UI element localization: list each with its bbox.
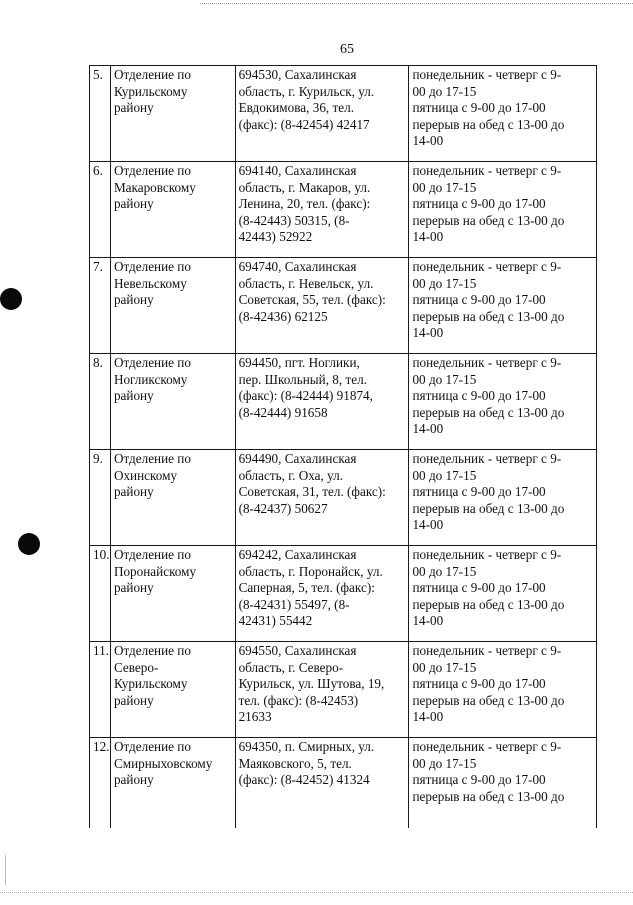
office-table-wrapper <box>89 65 597 828</box>
table-row <box>90 546 597 642</box>
department-address: 694490, Сахалинская область, г. Оха, ул. Советская, 31, тел. (факс): (8-42437) 50627 <box>235 450 409 546</box>
department-name: Отделение по Северо- Курильскому району <box>110 642 235 738</box>
department-address: 694140, Сахалинская область, г. Макаров, ул. Ленина, 20, тел. (факс): (8-42443) 50315, (8- 42443) 52922 <box>235 162 409 258</box>
scan-edge-mark <box>5 855 6 885</box>
row-number: 8. <box>90 354 111 450</box>
row-number: 7. <box>90 258 111 354</box>
working-hours: понедельник - четверг с 9- 00 до 17-15 пятница с 9-00 до 17-00 перерыв на обед с 13-00 до 14-00 <box>409 258 597 354</box>
table-row <box>90 354 597 450</box>
row-number: 6. <box>90 162 111 258</box>
department-address: 694450, пгт. Ноглики, пер. Школьный, 8, тел. (факс): (8-42444) 91874, (8-42444) 91658 <box>235 354 409 450</box>
row-number: 5. <box>90 66 111 162</box>
page-number: 65 <box>340 42 354 57</box>
department-name: Отделение по Ногликскому району <box>110 354 235 450</box>
row-number: 11. <box>90 642 111 738</box>
row-number: 12. <box>90 738 111 829</box>
row-number: 10. <box>90 546 111 642</box>
table-row <box>90 642 597 738</box>
scan-artifact-line <box>200 3 633 4</box>
punch-hole-mark <box>0 288 22 310</box>
department-address: 694242, Сахалинская область, г. Поронайск, ул. Саперная, 5, тел. (факс): (8-42431) 55497, (8- 42431) 55442 <box>235 546 409 642</box>
working-hours: понедельник - четверг с 9- 00 до 17-15 пятница с 9-00 до 17-00 перерыв на обед с 13-00 до 14-00 <box>409 450 597 546</box>
table-row <box>90 66 597 162</box>
table-row <box>90 258 597 354</box>
table-row <box>90 162 597 258</box>
working-hours: понедельник - четверг с 9- 00 до 17-15 пятница с 9-00 до 17-00 перерыв на обед с 13-00 до 14-00 <box>409 162 597 258</box>
department-name: Отделение по Курильскому району <box>110 66 235 162</box>
table-row <box>90 738 597 829</box>
scan-artifact-line <box>0 892 633 893</box>
punch-hole-mark <box>18 533 40 555</box>
table-row <box>90 450 597 546</box>
department-address: 694530, Сахалинская область, г. Курильск, ул. Евдокимова, 36, тел. (факс): (8-42454) 42417 <box>235 66 409 162</box>
working-hours: понедельник - четверг с 9- 00 до 17-15 пятница с 9-00 до 17-00 перерыв на обед с 13-00 до 14-00 <box>409 642 597 738</box>
working-hours: понедельник - четверг с 9- 00 до 17-15 пятница с 9-00 до 17-00 перерыв на обед с 13-00 до <box>409 738 597 829</box>
department-name: Отделение по Смирныховскому району <box>110 738 235 829</box>
department-name: Отделение по Невельскому району <box>110 258 235 354</box>
working-hours: понедельник - четверг с 9- 00 до 17-15 пятница с 9-00 до 17-00 перерыв на обед с 13-00 до 14-00 <box>409 354 597 450</box>
department-name: Отделение по Макаровскому району <box>110 162 235 258</box>
row-number: 9. <box>90 450 111 546</box>
working-hours: понедельник - четверг с 9- 00 до 17-15 пятница с 9-00 до 17-00 перерыв на обед с 13-00 до 14-00 <box>409 66 597 162</box>
department-address: 694740, Сахалинская область, г. Невельск, ул. Советская, 55, тел. (факс): (8-42436) 62125 <box>235 258 409 354</box>
department-name: Отделение по Поронайскому району <box>110 546 235 642</box>
department-address: 694350, п. Смирных, ул. Маяковского, 5, тел. (факс): (8-42452) 41324 <box>235 738 409 829</box>
office-table <box>89 65 597 828</box>
department-name: Отделение по Охинскому району <box>110 450 235 546</box>
working-hours: понедельник - четверг с 9- 00 до 17-15 пятница с 9-00 до 17-00 перерыв на обед с 13-00 до 14-00 <box>409 546 597 642</box>
department-address: 694550, Сахалинская область, г. Северо- Курильск, ул. Шутова, 19, тел. (факс): (8-42453) 21633 <box>235 642 409 738</box>
